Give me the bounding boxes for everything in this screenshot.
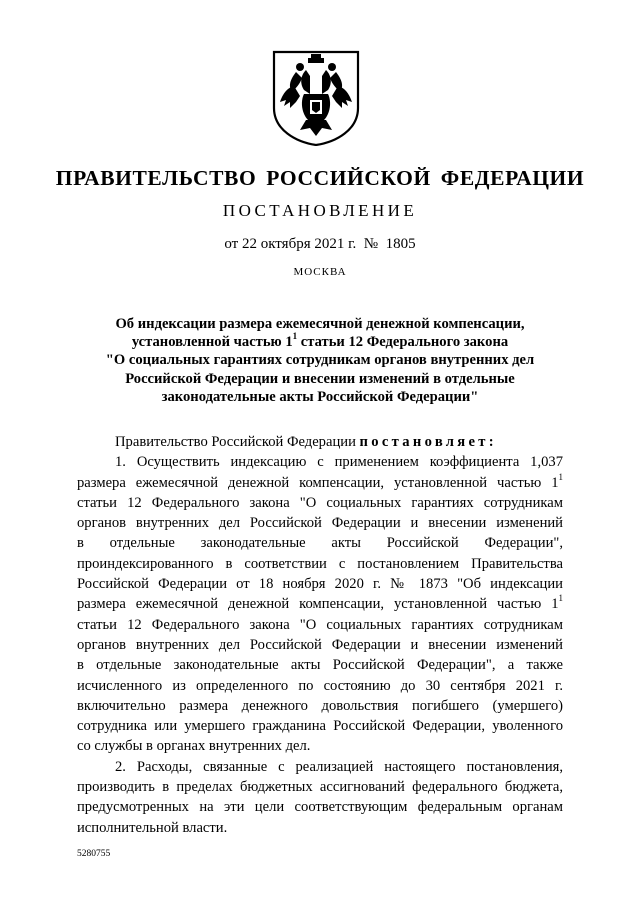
body-line: со службы в органах внутренних дел.: [77, 738, 311, 755]
body-line: статьи 12 Федерального закона "О социальных гарантиях сотрудникам: [77, 616, 563, 633]
body-line: исчисленного из определенного по состоянию до 30 сентября 2021 г.: [77, 677, 563, 694]
body-line: производить в пределах бюджетных ассигнований федерального бюджета,: [77, 779, 563, 796]
body-line: 2. Расходы, связанные с реализацией настоящего постановления,: [115, 758, 563, 775]
document-number: 5280755: [77, 849, 111, 859]
decree-body: [77, 432, 563, 838]
city: МОСКВА: [293, 266, 347, 278]
body-line: включительно размера денежного довольствия погибшего (умершего): [77, 697, 563, 714]
body-line: Российской Федерации от 18 ноября 2020 г. № 1873 "Об индексации: [77, 576, 563, 593]
document-type: ПОСТАНОВЛЕНИЕ: [222, 201, 418, 220]
body-line: исполнительной власти.: [77, 819, 228, 836]
body-line: органов внутренних дел Российской Федерации и внесении изменений: [77, 636, 563, 653]
date-and-number: от 22 октября 2021 г. № 1805: [224, 236, 416, 252]
intro-line: Правительство Российской Федерации постановляет:: [115, 434, 497, 450]
title-line: "О социальных гарантиях сотрудникам органов внутренних дел: [105, 352, 535, 369]
body-line: статьи 12 Федерального закона "О социальных гарантиях сотрудникам: [77, 494, 563, 511]
body-line: предусмотренных на эти цели соответствующим федеральным органам: [77, 799, 563, 816]
body-line: размера ежемесячной денежной компенсации, установленной частью $1^1$: [77, 471, 563, 491]
body-line: размера ежемесячной денежной компенсации, установленной частью $1^1$: [77, 593, 563, 613]
title-line: Российской Федерации и внесении изменений в отдельные: [125, 370, 515, 387]
title-line: Об индексации размера ежемесячной денежной компенсации,: [115, 316, 525, 332]
body-line: в отдельные законодательные акты Российской Федерации",: [77, 535, 563, 552]
body-line: сотрудника или умершего гражданина Российской Федерации, уволенного: [77, 718, 563, 735]
body-line: 1. Осуществить индексацию с применением коэффициента 1,037: [115, 454, 563, 471]
title-line: установленной частью $1^1$ статьи 12 Федерального закона: [131, 331, 509, 351]
russian-coat-of-arms-icon: [270, 50, 362, 146]
body-line: проиндексированного в соответствии с постановлением Правительства: [77, 555, 563, 572]
title-line: законодательные акты Российской Федерации": [161, 388, 479, 405]
body-line: органов внутренних дел Российской Федерации и внесении изменений: [77, 515, 563, 532]
government-name: ПРАВИТЕЛЬСТВО РОССИЙСКОЙ ФЕДЕРАЦИИ: [55, 166, 585, 190]
body-line: в отдельные законодательные акты Российской Федерации", а также: [77, 657, 563, 674]
decree-title: [60, 315, 580, 406]
